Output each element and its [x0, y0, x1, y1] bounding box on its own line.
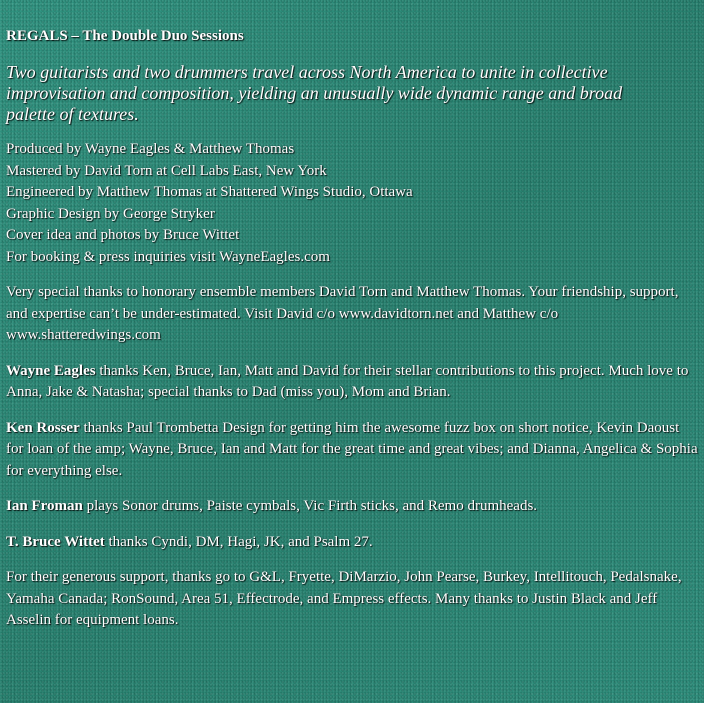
thanks-ken-rosser	[6, 418, 700, 483]
album-title: REGALS – The Double Duo Sessions	[6, 28, 244, 44]
thanks-text: plays Sonor drums, Paiste cymbals, Vic Firth sticks, and Remo drumheads.	[82, 498, 538, 514]
thanks-name: Ken Rosser	[6, 419, 80, 436]
thanks-name: T. Bruce Wittet	[6, 533, 105, 550]
credit-line-cover: Cover idea and photos by Bruce Wittet	[6, 227, 240, 243]
credit-line-engineering: Engineered by Matthew Thomas at Shattered Wings Studio, Ottawa	[6, 184, 413, 200]
thanks-text: thanks Cyndi, DM, Hagi, JK, and Psalm 27.	[104, 533, 373, 550]
thanks-name: Ian Froman	[6, 498, 83, 514]
liner-notes	[6, 22, 700, 646]
credit-line-mastering: Mastered by David Torn at Cell Labs East, New York	[6, 162, 327, 179]
thanks-name: Wayne Eagles	[6, 362, 96, 379]
thanks-bruce-wittet	[6, 532, 700, 554]
credit-line-booking: For booking & press inquiries visit WayneEagles.com	[6, 248, 330, 265]
album-tagline: Two guitarists and two drummers travel across North America to unite in collective improvisation and composition, yielding an unusually wide dynamic range and broad palette of textures.	[6, 62, 623, 124]
credit-line-graphic-design: Graphic Design by George Stryker	[6, 205, 215, 222]
thanks-text: thanks Ken, Bruce, Ian, Matt and David for their stellar contributions to this project. Much love to Anna, Jake & Natasha; special thanks to Dad (miss you), Mom and Brian.	[6, 362, 689, 400]
support-paragraph: For their generous support, thanks go to G&L, Fryette, DiMarzio, John Pearse, Burkey, Intellitouch, Pedalsnake, Yamaha Canada; RonSound, Area 51, Effectrode, and Empress effects. Many thanks to Justin Black and Jeff Asselin for equipment loans.	[6, 569, 682, 628]
credits-list	[6, 139, 700, 268]
credit-line-producer: Produced by Wayne Eagles & Matthew Thomas	[6, 141, 295, 157]
thanks-wayne-eagles	[6, 361, 700, 404]
thanks-ian-froman	[6, 496, 700, 518]
special-thanks-paragraph: Very special thanks to honorary ensemble members David Torn and Matthew Thomas. Your friendship, support, and expertise can’t be under-estimated. Visit David c/o www.davidtorn.net and Matthew c/o www.shatteredwings.com	[6, 284, 679, 343]
thanks-text: thanks Paul Trombetta Design for getting him the awesome fuzz box on short notice, Kevin Daoust for loan of the amp; Wayne, Bruce, Ian and Matt for the great time and great vibes; and Dianna, Angelica & Sophia for everything else.	[6, 419, 698, 479]
